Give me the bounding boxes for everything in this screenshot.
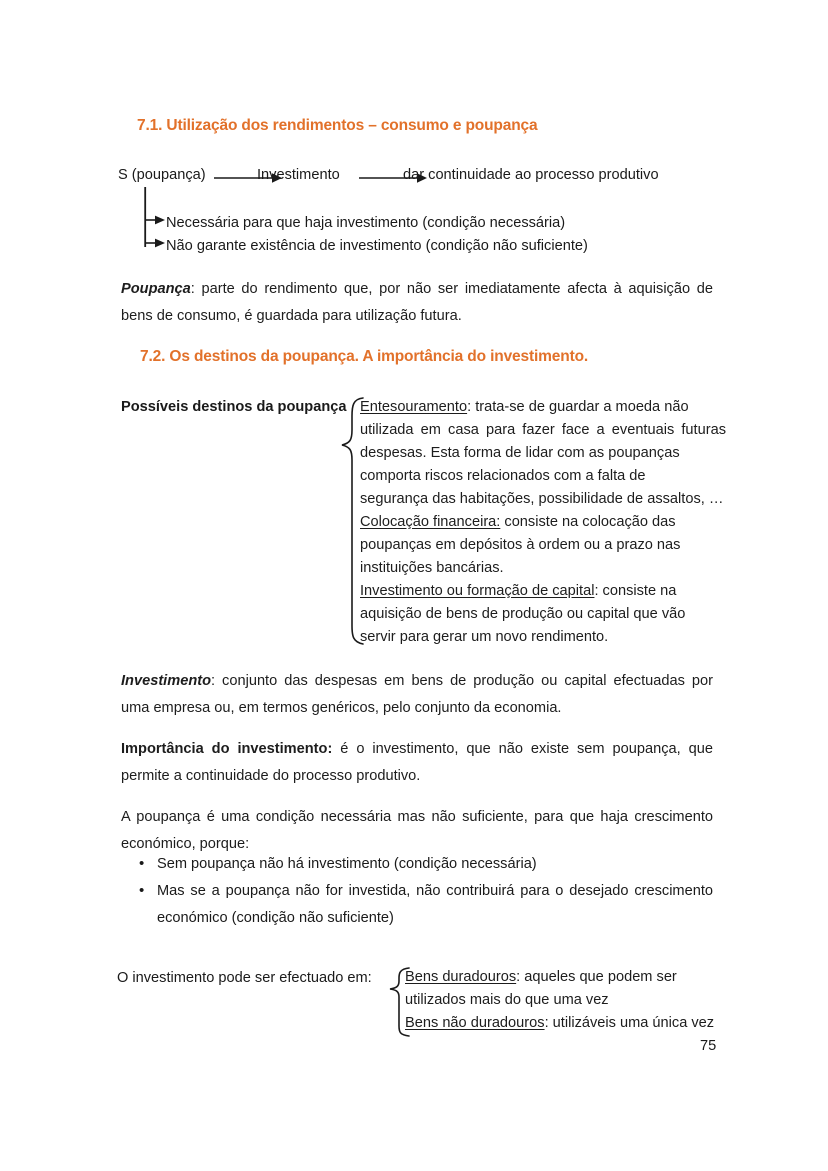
bens-nao-duradouros (405, 1012, 745, 1035)
destino-entesouramento-term: Entesouramento (360, 399, 468, 415)
definition-importancia-text: é o investimento, que não existe sem poupança, que permite a continuidade do processo produtivo. (121, 741, 713, 784)
list-item: • Sem poupança não há investimento (condição necessária) (121, 851, 713, 878)
destino-colocacao-term: Colocação financeira: (360, 514, 501, 530)
destinos-label: Possíveis destinos da poupança (121, 399, 347, 415)
bens-nao-duradouros-line-0: Bens não duradouros: utilizáveis uma única vez (405, 1015, 715, 1031)
definition-importancia (121, 736, 713, 790)
definition-investimento-text: : conjunto das despesas em bens de produção ou capital efectuadas por uma empresa ou, em termos genéricos, pelo conjunto da economia. (121, 673, 713, 716)
destino-entesouramento-line-4: segurança das habitações, possibilidade de assaltos, … (360, 491, 724, 507)
bens-duradouros (405, 966, 745, 1012)
definition-importancia-term: Importância do investimento: (121, 741, 333, 757)
flow-branch-label-1: Necessária para que haja investimento (condição necessária) (166, 215, 566, 231)
bens-duradouros-line-1: utilizados mais do que uma vez (405, 992, 609, 1008)
destino-investimento-capital (360, 580, 726, 649)
destino-investimento-line-1: aquisição de bens de produção ou capital que vão (360, 606, 686, 622)
section-heading-7-1: 7.1. Utilização dos rendimentos – consumo e poupança (137, 117, 538, 134)
destino-colocacao-line-0: Colocação financeira: consiste na colocação das (360, 514, 676, 530)
destino-investimento-line-2: servir para gerar um novo rendimento. (360, 629, 609, 645)
bens-nao-duradouros-term: Bens não duradouros (405, 1015, 545, 1031)
flow-diagram (118, 165, 738, 255)
condicao-bullet-list (121, 851, 713, 932)
destino-investimento-term: Investimento ou formação de capital (360, 583, 595, 599)
definition-poupanca-text: : parte do rendimento que, por não ser imediatamente afecta à aquisição de bens de consumo, é guardada para utilização futura. (121, 281, 713, 324)
flow-node-continuity: dar continuidade ao processo produtivo (403, 167, 659, 183)
destino-entesouramento-line-2: despesas. Esta forma de lidar com as poupanças (360, 445, 680, 461)
definition-investimento-term: Investimento (121, 673, 212, 689)
destinos-brace-block (121, 396, 726, 648)
destino-colocacao-financeira (360, 511, 726, 580)
bens-duradouros-term: Bens duradouros (405, 969, 517, 985)
flow-node-saving: S (poupança) (118, 167, 206, 183)
destino-entesouramento-line-1: utilizada em casa para fazer face a eventuais futuras (360, 422, 726, 438)
definition-poupanca (121, 276, 713, 330)
bens-brace-block (117, 966, 737, 1046)
destino-entesouramento-line-0: Entesouramento: trata-se de guardar a moeda não (360, 399, 689, 415)
destino-entesouramento-line-3: comporta riscos relacionados com a falta de (360, 468, 646, 484)
efectuado-label: O investimento pode ser efectuado em: (117, 970, 372, 986)
destino-entesouramento (360, 396, 726, 511)
destino-colocacao-line-2: instituições bancárias. (360, 560, 504, 576)
flow-node-investment: Investimento (257, 167, 340, 183)
condicao-intro: A poupança é uma condição necessária mas não suficiente, para que haja crescimento económico, porque: (121, 809, 713, 852)
destino-colocacao-line-1: poupanças em depósitos à ordem ou a prazo nas (360, 537, 681, 553)
definition-investimento (121, 668, 713, 722)
page-number: 75 (700, 1038, 717, 1054)
definition-poupanca-term: Poupança (121, 281, 191, 297)
bens-duradouros-line-0: Bens duradouros: aqueles que podem ser (405, 969, 677, 985)
section-heading-7-2: 7.2. Os destinos da poupança. A importância do investimento. (140, 348, 589, 365)
destino-investimento-line-0: Investimento ou formação de capital: consiste na (360, 583, 677, 599)
flow-branch-label-2: Não garante existência de investimento (condição não suficiente) (166, 238, 588, 254)
list-item: • Mas se a poupança não for investida, não contribuirá para o desejado crescimento económico (condição não suficiente) (121, 878, 713, 932)
